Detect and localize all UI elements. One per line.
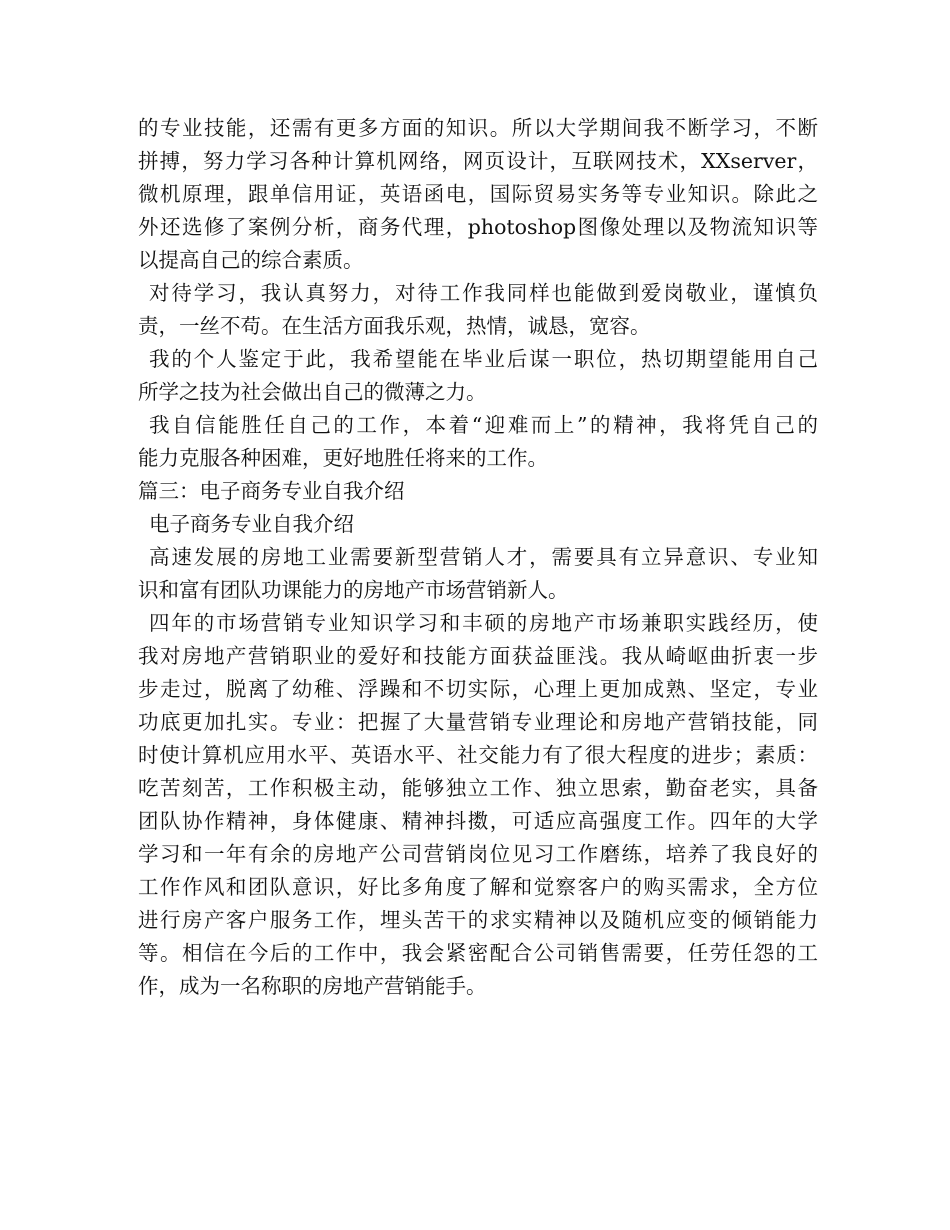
text-line: 我自信能胜任自己的工作，本着“迎难而上”的精神，我将凭自己的 bbox=[149, 413, 818, 437]
text-line: 四年的市场营销专业知识学习和丰硕的房地产市场兼职实践经历，使 bbox=[149, 611, 818, 635]
text-line: 的专业技能，还需有更多方面的知识。所以大学期间我不断学习，不断 bbox=[138, 116, 818, 140]
text-line: 等。相信在今后的工作中，我会紧密配合公司销售需要，任劳任怨的工 bbox=[138, 941, 818, 965]
text-line: 进行房产客户服务工作，埋头苦干的求实精神以及随机应变的倾销能力 bbox=[138, 908, 818, 932]
text-line: 我对房地产营销职业的爱好和技能方面获益匪浅。我从崎岖曲折衷一步 bbox=[138, 644, 818, 668]
text-line: 步走过，脱离了幼稚、浮躁和不切实际，心理上更加成熟、坚定，专业 bbox=[138, 677, 818, 701]
document-body bbox=[138, 112, 818, 1003]
text-line: 吃苦刻苦，工作积极主动，能够独立工作、独立思索，勤奋老实，具备 bbox=[138, 776, 818, 800]
text-line: 篇三：电子商务专业自我介绍 bbox=[138, 479, 405, 503]
text-line: 电子商务专业自我介绍 bbox=[149, 512, 354, 536]
text-line: 识和富有团队功课能力的房地产市场营销新人。 bbox=[138, 578, 569, 602]
text-line: 时使计算机应用水平、英语水平、社交能力有了很大程度的进步；素质： bbox=[138, 743, 818, 767]
text-line: 能力克服各种困难，更好地胜任将来的工作。 bbox=[138, 446, 548, 470]
text-line: 所学之技为社会做出自己的微薄之力。 bbox=[138, 380, 487, 404]
text-line: 功底更加扎实。专业：把握了大量营销专业理论和房地产营销技能，同 bbox=[138, 710, 818, 734]
text-line: 拼搏，努力学习各种计算机网络，网页设计，互联网技术，XXserver， bbox=[138, 149, 818, 173]
text-line: 微机原理，跟单信用证，英语函电，国际贸易实务等专业知识。除此之 bbox=[138, 182, 818, 206]
text-line: 工作作风和团队意识，好比多角度了解和觉察客户的购买需求，全方位 bbox=[138, 875, 818, 899]
text-line: 学习和一年有余的房地产公司营销岗位见习工作磨练，培养了我良好的 bbox=[138, 842, 818, 866]
text-line: 以提高自己的综合素质。 bbox=[138, 248, 364, 272]
text-line: 外还选修了案例分析，商务代理，photoshop图像处理以及物流知识等 bbox=[138, 215, 818, 239]
text-line: 高速发展的房地工业需要新型营销人才，需要具有立异意识、专业知 bbox=[149, 545, 818, 569]
text-line: 责，一丝不苟。在生活方面我乐观，热情，诚恳，宽容。 bbox=[138, 314, 651, 338]
text-line: 对待学习，我认真努力，对待工作我同样也能做到爱岗敬业，谨慎负 bbox=[149, 281, 818, 305]
text-line: 我的个人鉴定于此，我希望能在毕业后谋一职位，热切期望能用自己 bbox=[149, 347, 818, 371]
text-line: 作，成为一名称职的房地产营销能手。 bbox=[138, 974, 487, 998]
text-line: 团队协作精神，身体健康、精神抖擞，可适应高强度工作。四年的大学 bbox=[138, 809, 818, 833]
document-page bbox=[138, 112, 818, 1003]
